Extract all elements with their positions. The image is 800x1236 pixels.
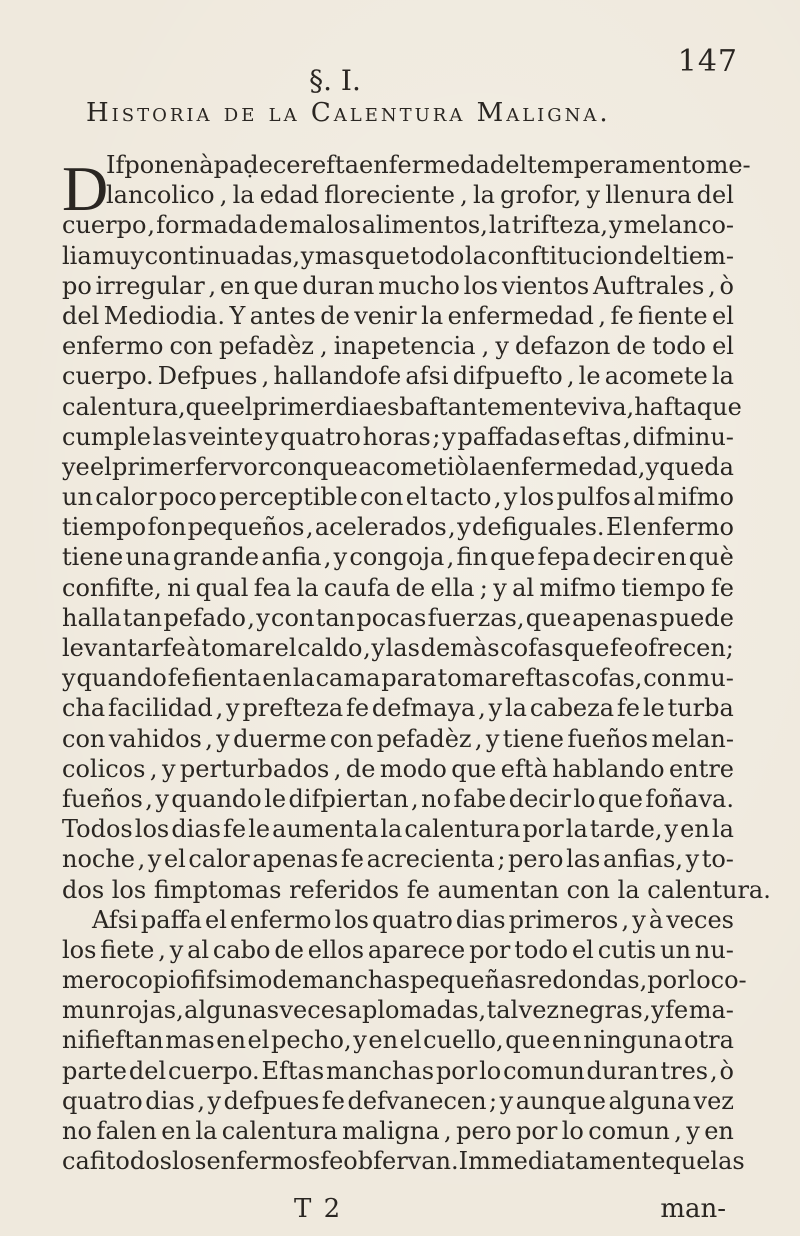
text-line: y quando fe fienta en la cama para tomar eftas cofas, con mu-: [62, 664, 734, 693]
text-line: halla tan pefado , y con tan pocas fuerzas, que apenas puede: [62, 603, 734, 632]
text-line: Todos los dias fe le aumenta la calentura por la tarde, y en la: [62, 815, 734, 844]
text-line: mero copiofifsimo de manchas pequeñas redondas, por lo co-: [62, 966, 747, 995]
text-line: cuerpo , formada de malos alimentos, la trifteza, y melanco-: [62, 211, 734, 240]
text-line: confifte, ni qual fea la caufa de ella ; y al mifmo tiempo fe: [62, 573, 734, 602]
text-line: Afsi paffa el enfermo los quatro dias primeros , y à veces: [92, 905, 734, 934]
text-line: cumple las veinte y quatro horas ; y paffadas eftas , difminu-: [62, 422, 734, 451]
text-line: cafi todos los enfermos fe obfervan. Immediatamente que las: [62, 1147, 745, 1176]
text-line: parte del cuerpo. Eftas manchas por lo comun duran tres , ò: [62, 1056, 734, 1085]
text-line: cha facilidad , y prefteza fe defmaya , y la cabeza fe le turba: [62, 694, 734, 723]
text-line: del Mediodia. Y antes de venir la enfermedad , fe fiente el: [62, 301, 734, 330]
page-number: 147: [677, 44, 738, 79]
text-line: un calor poco perceptible con el tacto , y los pulfos al mifmo: [62, 483, 734, 512]
body-text: [62, 150, 771, 1176]
catchword: man-: [660, 1194, 726, 1224]
text-line: colicos , y perturbados , de modo que eftà hablando entre: [62, 754, 734, 783]
chapter-heading: Historia de la Calentura Maligna.: [86, 98, 611, 128]
signature-mark: T 2: [294, 1194, 343, 1224]
text-line: no falen en la calentura maligna , pero por lo comun , y en: [62, 1117, 734, 1145]
text-line: quatro dias , y defpues fe defvanecen ; y aunque alguna vez: [62, 1086, 734, 1115]
text-line: enfermo con pefadèz , inapetencia , y defazon de todo el: [62, 332, 734, 361]
text-line: calentura, que el primer dia es baftantemente viva, hafta que: [62, 392, 742, 421]
text-line: fueños , y quando le difpiertan , no fabe decir lo que foñava.: [62, 784, 734, 813]
text-line: nifieftan mas en el pecho, y en el cuello, que en ninguna otra: [62, 1026, 734, 1055]
text-line: los fiete , y al cabo de ellos aparece por todo el cutis un nu-: [62, 935, 734, 964]
text-line: lia muy continuadas, y mas que todo la conftitucion del tiem-: [62, 241, 734, 270]
text-line: ye el primer fervor con que acometiò la enfermedad , y queda: [62, 452, 734, 481]
text-line: tiene una grande anfia , y congoja , fin que fepa decir en què: [62, 543, 734, 572]
text-line: con vahidos , y duerme con pefadèz , y tiene fueños melan-: [62, 724, 734, 753]
section-mark: §. I.: [309, 64, 361, 97]
drop-cap: D: [62, 153, 109, 224]
text-line: tiempo fon pequeños , acelerados , y defiguales. El enfermo: [62, 513, 734, 542]
text-line: levantarfe à tomar el caldo , y las demàs cofas que fe ofrecen;: [62, 634, 734, 662]
text-line: mun rojas, algunas veces aplomadas, tal vez negras , y fe ma-: [62, 996, 734, 1025]
text-line: cuerpo. Defpues , hallandofe afsi difpuefto , le acomete la: [62, 362, 734, 391]
text-line: Ifponen à paḍecer efta enfermedad el temperamento me-: [106, 151, 751, 179]
text-line: dos los fimptomas referidos fe aumentan con la calentura.: [62, 875, 771, 904]
text-line: lancolico , la edad floreciente , la grofor, y llenura del: [106, 181, 734, 210]
text-line: po irregular , en que duran mucho los vientos Auftrales , ò: [62, 271, 734, 300]
text-line: noche , y el calor apenas fe acrecienta ; pero las anfias, y to-: [62, 845, 734, 874]
